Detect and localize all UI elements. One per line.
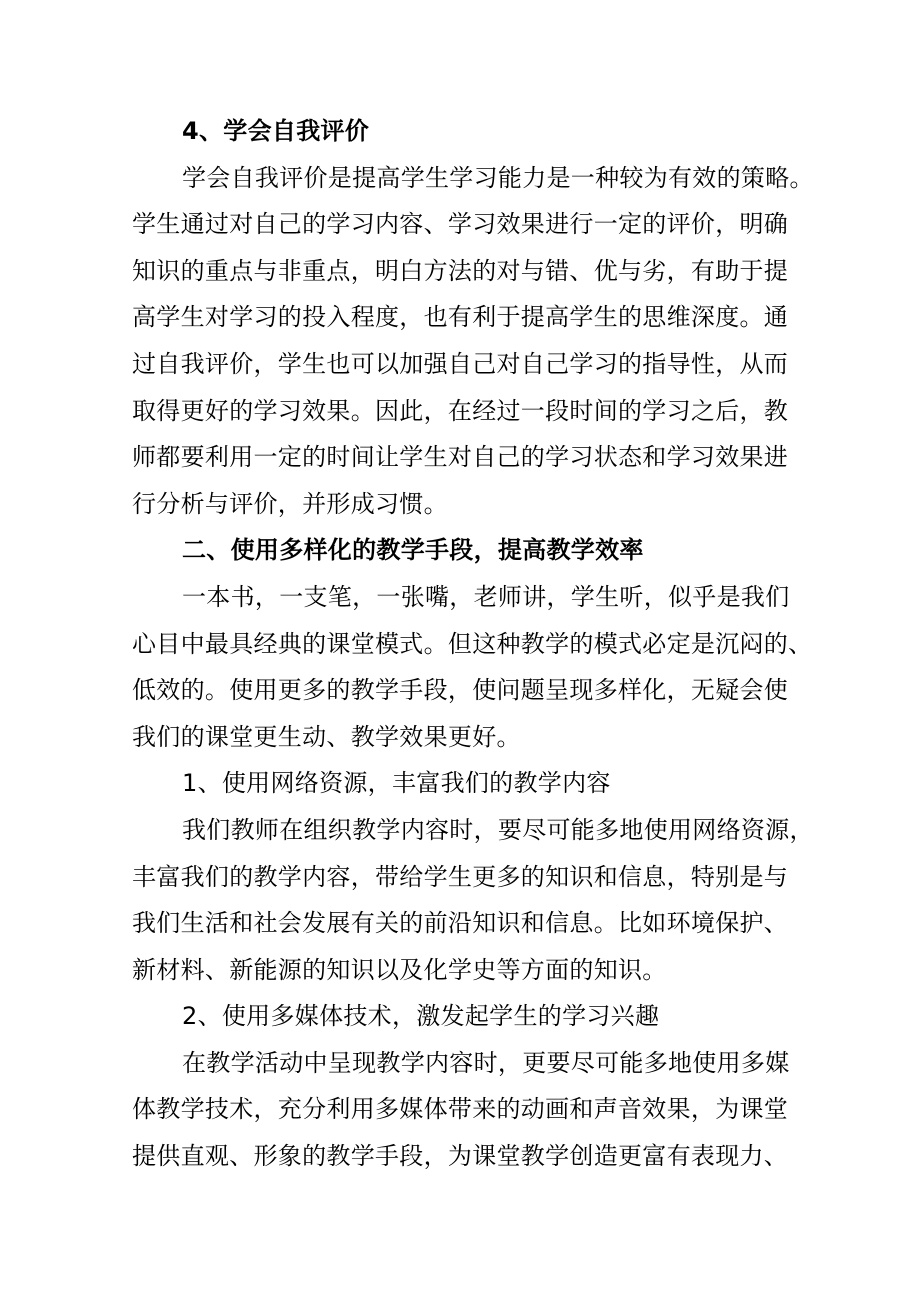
- paragraph-line: 新材料、新能源的知识以及化学史等方面的知识。: [132, 955, 667, 984]
- paragraph-line: 提供直观、形象的教学手段，为课堂教学创造更富有表现力、: [132, 1142, 789, 1171]
- document-page: [132, 108, 814, 1180]
- paragraph-line: 我们教师在组织教学内容时，要尽可能多地使用网络资源，: [182, 815, 814, 844]
- paragraph-line: 过自我评价，学生也可以加强自己对自己学习的指导性，从而: [132, 349, 789, 378]
- paragraph-line: 取得更好的学习效果。因此，在经过一段时间的学习之后，教: [132, 396, 789, 425]
- paragraph-line: 学会自我评价是提高学生学习能力是一种较为有效的策略。: [182, 163, 814, 192]
- heading-self-evaluation: 4、学会自我评价: [182, 117, 370, 145]
- subheading-network-resources: 1、使用网络资源，丰富我们的教学内容: [182, 769, 611, 798]
- paragraph-line: 低效的。使用更多的教学手段，使问题呈现多样化，无疑会使: [132, 676, 789, 705]
- paragraph-line: 心目中最具经典的课堂模式。但这种教学的模式必定是沉闷的、: [132, 629, 813, 658]
- paragraph-line: 师都要利用一定的时间让学生对自己的学习状态和学习效果进: [132, 443, 789, 472]
- paragraph-line: 一本书，一支笔，一张嘴，老师讲，学生听，似乎是我们: [182, 582, 790, 611]
- heading-teaching-methods: 二、使用多样化的教学手段，提高教学效率: [182, 536, 644, 565]
- paragraph-line: 我们生活和社会发展有关的前沿知识和信息。比如环境保护、: [132, 909, 789, 938]
- paragraph-line: 在教学活动中呈现教学内容时，更要尽可能多地使用多媒: [182, 1048, 790, 1077]
- paragraph-line: 行分析与评价，并形成习惯。: [132, 489, 448, 518]
- paragraph-line: 知识的重点与非重点，明白方法的对与错、优与劣，有助于提: [132, 256, 789, 285]
- paragraph-line: 体教学技术，充分利用多媒体带来的动画和声音效果，为课堂: [132, 1095, 789, 1124]
- paragraph-line: 高学生对学习的投入程度，也有利于提高学生的思维深度。通: [132, 303, 789, 332]
- subheading-multimedia: 2、使用多媒体技术，激发起学生的学习兴趣: [182, 1002, 660, 1031]
- paragraph-line: 学生通过对自己的学习内容、学习效果进行一定的评价，明确: [132, 210, 789, 239]
- paragraph-line: 丰富我们的教学内容，带给学生更多的知识和信息，特别是与: [132, 862, 789, 891]
- paragraph-line: 我们的课堂更生动、教学效果更好。: [132, 722, 521, 751]
